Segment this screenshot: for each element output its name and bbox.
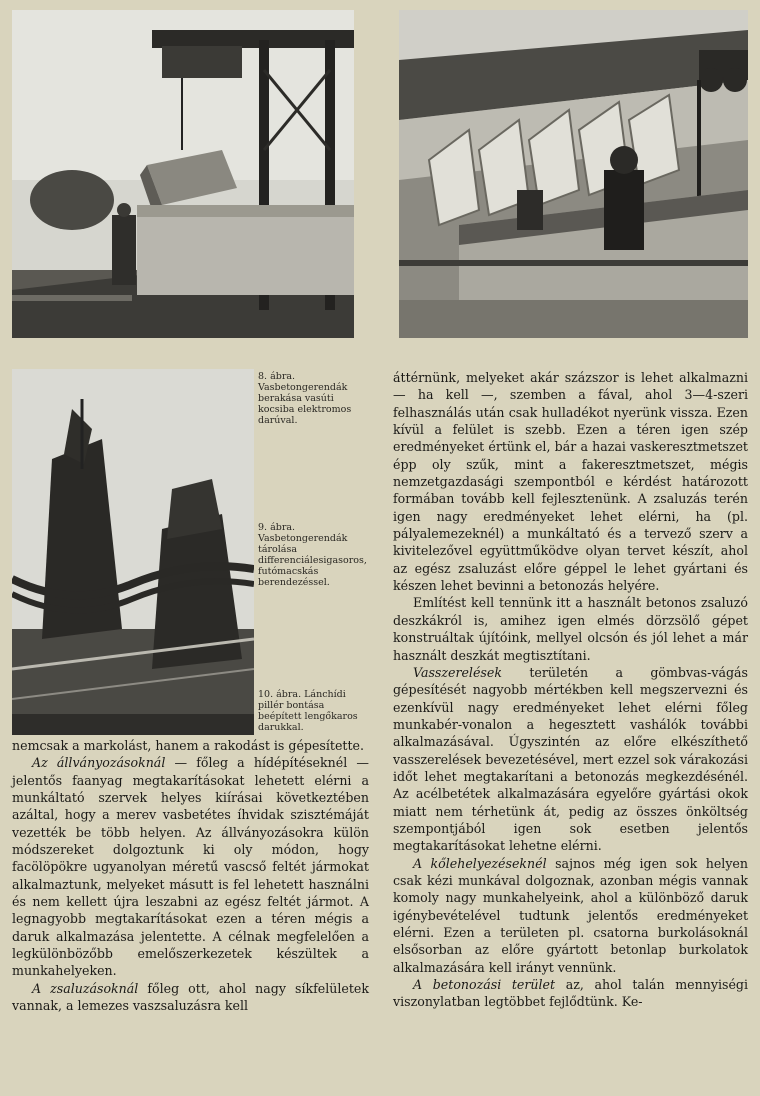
paragraph-formwork: A zsaluzásoknál főleg ott, ahol nagy síkfelületek vannak, a lemezes vaszsaluzásra kell: [12, 980, 369, 1014]
paragraph-scaffolding: Az állványozásoknál — főleg a hídépítéseknél — jelentős faanyag megtakarításokat lehetett elérni a munkáltató szervek helyes kiírásai következtében azáltal, hogy a merev vasbetétes íhvidak szisztémáját vezették be több helyen. Az állványozásokra külön módszereket dolgoztunk ki oly módon, hogy facölöpökre ugyanolyan méretű vascső feltét jármokat alkalmaztunk, melyeket másutt is fel lehetett használni és nem kellett újra leszabni az egész feltét jármot. A legnagyobb megtakarításokat ezen a téren mégis a daruk alkalmazása jelentette. A célnak megfelelően a legkülönbözőbb emelőszerkezetek készültek a munkahelyeken.: [12, 755, 369, 979]
paragraph-concreting: A betonozási terület az, ahol talán mennyiségi viszonylatban legtöbbet fejlődtünk. Ke-: [393, 977, 748, 1010]
photo-bridge-pillar: [12, 369, 254, 735]
figure-10-caption: 10. ábra. Lánchídi pillér bontása beépített lengőkaros darukkal.: [258, 689, 358, 733]
paragraph-reinforcement: Vasszerelések területén a gömbvas-vágás gépesítését nagyobb mértékben kell megszervezni és ezenkívül nagy eredményeket lehet elérni főleg munkabér-vonalon a hegesztett vashálók további alkalmazásával. Úgyszintén az előre elkészíthető vasszerelések bevezetésével, mert ezzel sok várakozási időt lehet megtakarítani a betonozás megkezdésénél. Az acélbetétek alkalmazására egyelőre gyártási okok miatt nem térhetünk át, pedig az összes önköltség szempontjából igen sok esetben jelentős megtakarításokat lehetne elérni.: [393, 664, 748, 854]
photo-crane-loading: [12, 10, 354, 338]
paragraph-stone: A kőlehelyezéseknél sajnos még igen sok helyen csak kézi munkával dolgoznak, azonban mégis vannak komoly nagy munkahelyeink, ahol a különböző daruk igénybevételével tudtunk jelentős eredményeket elérni. Ezen a területen pl. csatorna burkolásoknál elsősorban az előre gyártott betonlap burkolatok alkalmazására kell irányt vennünk.: [393, 855, 748, 975]
paragraph: nemcsak a markolást, hanem a rakodást is gépesítette.: [12, 738, 365, 753]
figure-8-caption: 8. ábra. Vasbetongerendák berakása vasúti kocsiba elektromos darúval.: [258, 371, 352, 426]
paragraph: áttérnünk, melyeket akár százszor is lehet alkalmazni — ha kell —, szemben a fával, ahol 3—4-szeri felhasználás után csak hulladékot nyerünk vissza. Ezen kívül a felület is szebb. Ezen a téren igen szép eredményeket értünk el, bár a hazai vaskeresztmetszet épp oly szűk, mint a fakeresztmetszet, mégis nemzetgazdasági szempontból e kérdést határozott formában tovább kell fejlesztenünk. A zsaluzás terén igen nagy eredményeket lehet elérni, ha (pl. pályalemezeknél) a munkáltató és a tervező szerv a kivitelezővel együttműködve olyan tervet készít, ahol az egész zsaluzást előre géppel le lehet gyártani és készen lehet bevinni a betonozás helyére.: [393, 370, 748, 594]
figure-9-caption: 9. ábra. Vasbetongerendák tárolása differenciálesigasoros, futómacskás berendezéssel.: [258, 522, 367, 588]
photo-beam-storage: [399, 10, 748, 338]
left-column-text: [12, 737, 369, 1015]
paragraph-planks: Említést kell tennünk itt a használt betonos zsaluzó deszkákról is, amihez igen elmés dörzsölő gépet konstruáltak újítóink, mellyel olcsón és jól lehet a már használt deszkát megtisztítani.: [393, 595, 748, 663]
right-column-text: [393, 369, 748, 1011]
